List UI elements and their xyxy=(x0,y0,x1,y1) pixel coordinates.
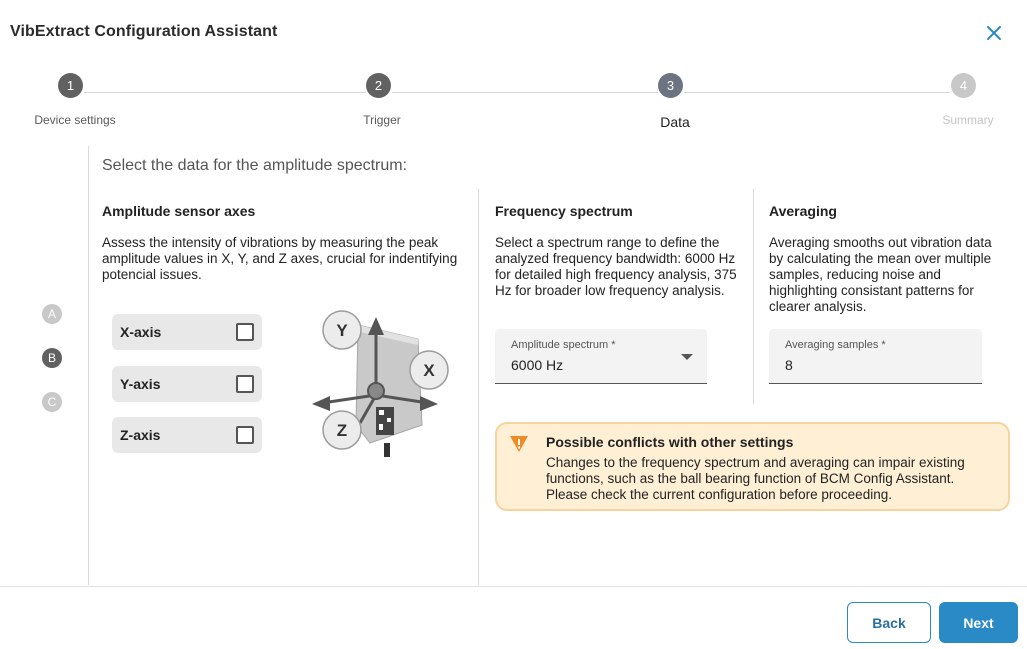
step-4-label: Summary xyxy=(942,113,994,127)
substep-b[interactable]: B xyxy=(42,348,62,368)
step-4-circle[interactable]: 4 xyxy=(951,73,976,98)
column-divider xyxy=(753,189,754,404)
chevron-down-icon xyxy=(681,354,693,360)
y-axis-checkbox[interactable] xyxy=(236,375,254,393)
stepper-connector xyxy=(684,92,950,93)
x-axis-label: X-axis xyxy=(120,324,162,340)
amplitude-title: Amplitude sensor axes xyxy=(102,203,256,219)
y-axis-diagram-label: Y xyxy=(336,321,348,340)
side-divider xyxy=(88,146,89,585)
sensor-qr-code xyxy=(376,407,394,435)
next-button[interactable]: Next xyxy=(939,602,1018,643)
step-2-label: Trigger xyxy=(363,113,401,127)
close-button[interactable] xyxy=(981,20,1007,46)
warning-title: Possible conflicts with other settings xyxy=(546,434,794,450)
footer-divider xyxy=(0,586,1027,587)
amplitude-description: Assess the intensity of vibrations by measuring the peak amplitude values in X, Y, and Z axes, crucial for indentifying potencial issues. xyxy=(102,235,458,282)
averaging-samples-input[interactable] xyxy=(769,329,982,384)
z-axis-checkbox[interactable] xyxy=(236,426,254,444)
x-axis-option[interactable] xyxy=(112,314,262,350)
z-axis-option[interactable] xyxy=(112,417,262,453)
column-divider xyxy=(478,189,479,585)
y-axis-label: Y-axis xyxy=(120,376,161,392)
dialog-title: VibExtract Configuration Assistant xyxy=(10,23,278,40)
section-heading: Select the data for the amplitude spectrum: xyxy=(102,157,408,174)
step-3-label: Data xyxy=(660,114,690,130)
substep-a[interactable]: A xyxy=(42,304,62,324)
sensor-connector xyxy=(384,443,390,457)
conflict-warning xyxy=(495,422,1010,511)
z-axis-label: Z-axis xyxy=(120,427,161,443)
z-axis-diagram-label: Z xyxy=(336,421,348,440)
amplitude-spectrum-value: 6000 Hz xyxy=(511,357,564,373)
stepper-connector xyxy=(84,92,366,93)
close-icon xyxy=(986,25,1002,41)
averaging-title: Averaging xyxy=(769,203,837,219)
step-1-circle[interactable]: 1 xyxy=(58,73,83,98)
step-3-circle[interactable]: 3 xyxy=(658,73,683,98)
warning-text: Changes to the frequency spectrum and averaging can impair existing functions, such as the ball bearing function of BCM Config Assistant. Please check the current configuration before proceeding. xyxy=(546,455,965,502)
averaging-description: Averaging smooths out vibration data by calculating the mean over multiple samples, reducing noise and highlighting consistant patterns for clearer analysis. xyxy=(769,235,992,314)
amplitude-spectrum-label: Amplitude spectrum * xyxy=(511,339,616,351)
averaging-samples-value: 8 xyxy=(785,357,793,373)
step-2-circle[interactable]: 2 xyxy=(366,73,391,98)
x-axis-checkbox[interactable] xyxy=(236,323,254,341)
frequency-description: Select a spectrum range to define the analyzed frequency bandwidth: 6000 Hz for detailed high frequency analysis, 375 Hz for broader low frequency analysis. xyxy=(495,235,737,298)
substep-c[interactable]: C xyxy=(42,392,62,412)
amplitude-spectrum-select[interactable] xyxy=(495,329,707,384)
warning-icon xyxy=(508,434,530,454)
stepper-connector xyxy=(392,92,658,93)
averaging-samples-label: Averaging samples * xyxy=(785,339,886,351)
frequency-title: Frequency spectrum xyxy=(495,203,633,219)
back-button[interactable]: Back xyxy=(847,602,931,643)
y-axis-option[interactable] xyxy=(112,366,262,402)
x-axis-diagram-label: X xyxy=(423,361,435,380)
sensor-axes-diagram xyxy=(300,305,460,465)
step-1-label: Device settings xyxy=(34,113,116,127)
